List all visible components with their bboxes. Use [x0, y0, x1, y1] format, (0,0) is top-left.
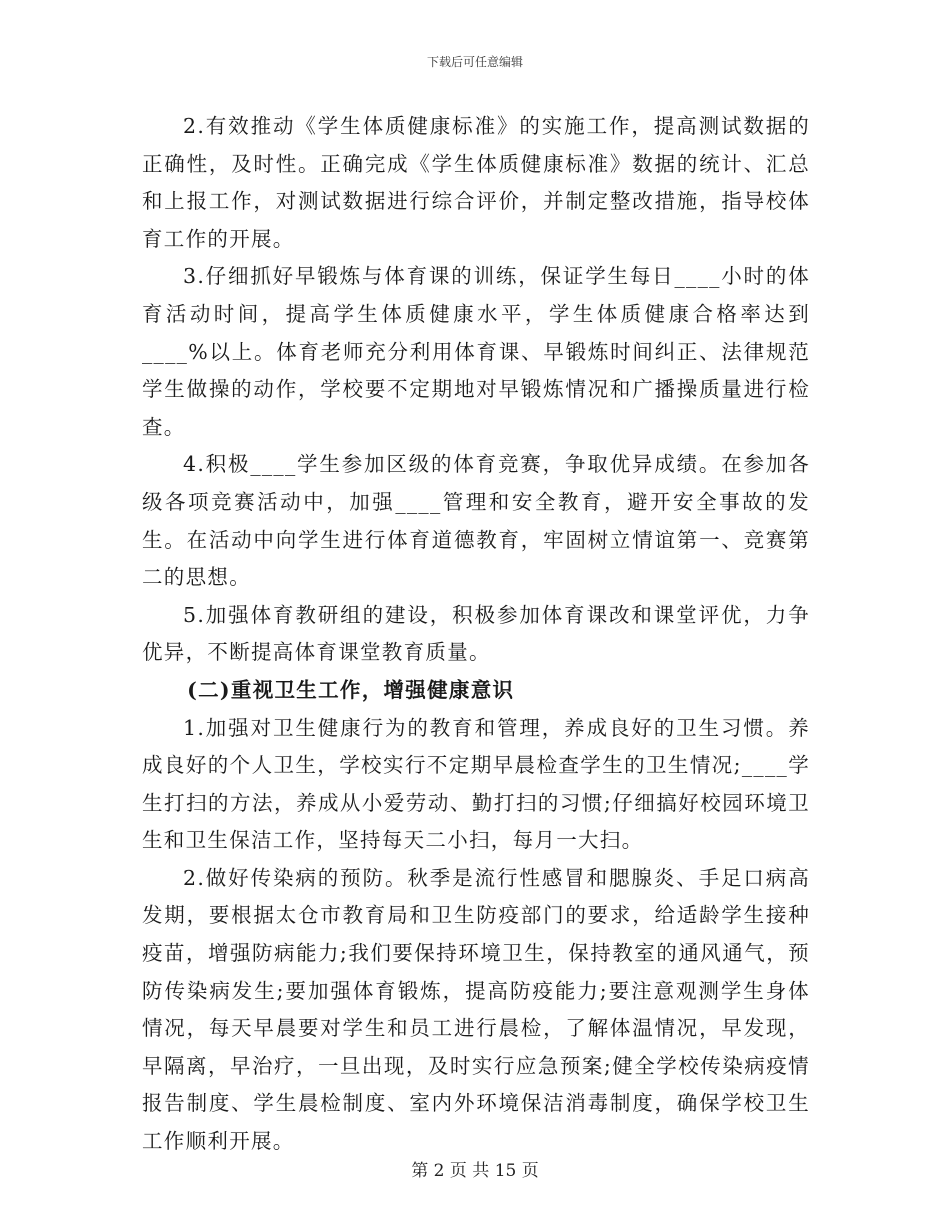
document-body — [142, 108, 810, 1161]
paragraph-hygiene-1: 1.加强对卫生健康行为的教育和管理，养成良好的卫生习惯。养成良好的个人卫生，学校实行不定期早晨检查学生的卫生情况;____学生打扫的方法，养成从小爱劳动、勤打扫的习惯;仔细搞好校园环境卫生和卫生保洁工作，坚持每天二小扫，每月一大扫。 — [142, 715, 810, 853]
paragraph-item-5: 5.加强体育教研组的建设，积极参加体育课改和课堂评优，力争优异，不断提高体育课堂教育质量。 — [142, 602, 810, 665]
paragraph-item-2: 2.有效推动《学生体质健康标准》的实施工作，提高测试数据的正确性，及时性。正确完成《学生体质健康标准》数据的统计、汇总和上报工作，对测试数据进行综合评价，并制定整改措施，指导校体育工作的开展。 — [142, 114, 810, 251]
paragraph-item-3: 3.仔细抓好早锻炼与体育课的训练，保证学生每日____小时的体育活动时间，提高学生体质健康水平，学生体质健康合格率达到____%以上。体育老师充分利用体育课、早锻炼时间纠正、法律规范学生做操的动作，学校要不定期地对早锻炼情况和广播操质量进行检查。 — [142, 264, 810, 439]
paragraph-hygiene-2: 2.做好传染病的预防。秋季是流行性感冒和腮腺炎、手足口病高发期，要根据太仓市教育局和卫生防疫部门的要求，给适龄学生接种疫苗，增强防病能力;我们要保持环境卫生，保持教室的通风通气，预防传染病发生;要加强体育锻炼，提高防疫能力;要注意观测学生身体情况，每天早晨要对学生和员工进行晨检，了解体温情况，早发现，早隔离，早治疗，一旦出现，及时实行应急预案;健全学校传染病疫情报告制度、学生晨检制度、室内外环境保洁消毒制度，确保学校卫生工作顺利开展。 — [142, 865, 810, 1154]
page-header-note: 下载后可任意编辑 — [426, 55, 523, 69]
paragraph-item-4: 4.积极____学生参加区级的体育竞赛，争取优异成绩。在参加各级各项竞赛活动中，加强____管理和安全教育，避开安全事故的发生。在活动中向学生进行体育道德教育，牢固树立情谊第一、竞赛第二的思想。 — [142, 452, 810, 590]
section-heading: (二)重视卫生工作，增强健康意识 — [187, 677, 515, 702]
page-number: 第 2 页 共 15 页 — [411, 1161, 539, 1181]
